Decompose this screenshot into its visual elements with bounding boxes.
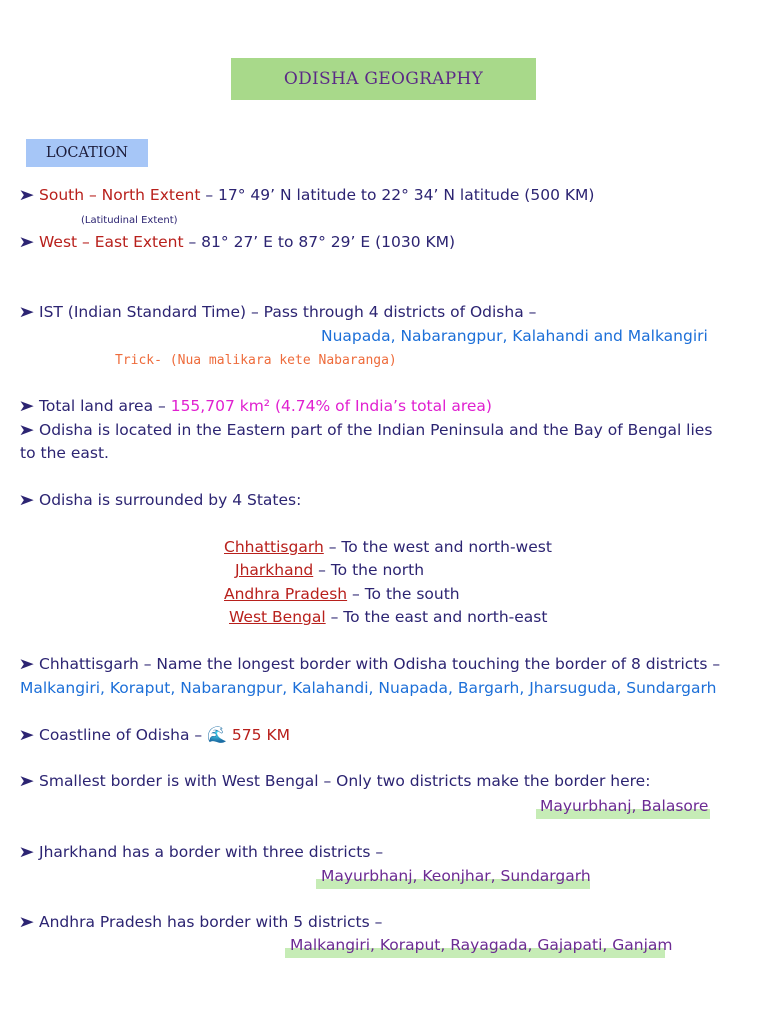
location-line	[20, 421, 712, 439]
arrow-bullet-icon: ➤	[18, 186, 35, 204]
arrow-bullet-icon: ➤	[18, 491, 35, 509]
arrow-bullet-icon: ➤	[18, 772, 35, 790]
state-row	[224, 585, 460, 603]
location-text-2: to the east.	[20, 444, 109, 462]
surrounded-text: Odisha is surrounded by 4 States:	[39, 491, 302, 509]
arrow-bullet-icon: ➤	[18, 655, 35, 673]
arrow-bullet-icon: ➤	[18, 397, 35, 415]
coastline-text: Coastline of Odisha –	[39, 726, 208, 744]
extent-west-east	[20, 233, 455, 251]
wave-icon: 🌊	[207, 725, 227, 744]
andhra-line	[20, 913, 382, 931]
extent-south-north	[20, 186, 594, 204]
west-bengal-districts: Mayurbhanj, Balasore	[540, 797, 709, 815]
state-name: Andhra Pradesh	[224, 585, 348, 603]
state-desc: – To the east and north-east	[325, 608, 548, 626]
ist-trick: Trick- (Nua malikara kete Nabaranga)	[115, 353, 397, 368]
land-area-line	[20, 397, 492, 415]
west-bengal-line	[20, 772, 650, 790]
andhra-districts: Malkangiri, Koraput, Rayagada, Gajapati, Ganjam	[290, 936, 673, 954]
page-title: ODISHA GEOGRAPHY	[231, 58, 536, 100]
jharkhand-text: Jharkhand has a border with three districts –	[39, 843, 384, 861]
state-row	[229, 608, 547, 626]
location-text-1: Odisha is located in the Eastern part of the Indian Peninsula and the Bay of Bengal lies	[39, 421, 713, 439]
latitudinal-note: (Latitudinal Extent)	[81, 215, 178, 226]
ist-districts: Nuapada, Nabarangpur, Kalahandi and Malkangiri	[321, 327, 708, 345]
land-area-value: 155,707 km² (4.74% of India’s total area)	[170, 397, 492, 415]
state-desc: – To the north	[313, 561, 425, 579]
coastline-line	[20, 725, 290, 744]
extent-label: South – North Extent	[39, 186, 201, 204]
state-desc: – To the west and north-west	[323, 538, 552, 556]
arrow-bullet-icon: ➤	[18, 421, 35, 439]
surrounded-line	[20, 491, 301, 509]
state-row	[235, 561, 424, 579]
arrow-bullet-icon: ➤	[18, 913, 35, 931]
state-name: West Bengal	[229, 608, 326, 626]
arrow-bullet-icon: ➤	[18, 303, 35, 321]
state-row	[224, 538, 552, 556]
arrow-bullet-icon: ➤	[18, 726, 35, 744]
andhra-text: Andhra Pradesh has border with 5 districts –	[39, 913, 383, 931]
jharkhand-districts: Mayurbhanj, Keonjhar, Sundargarh	[321, 867, 591, 885]
ist-line	[20, 303, 536, 321]
arrow-bullet-icon: ➤	[18, 843, 35, 861]
coastline-value: 575 KM	[227, 726, 290, 744]
land-area-text: Total land area –	[39, 397, 171, 415]
chhattisgarh-line	[20, 655, 720, 673]
state-name: Jharkhand	[235, 561, 314, 579]
ist-text: IST (Indian Standard Time) – Pass through 4 districts of Odisha –	[39, 303, 537, 321]
section-heading-location: LOCATION	[26, 139, 148, 167]
arrow-bullet-icon: ➤	[18, 233, 35, 251]
chhattisgarh-text: Chhattisgarh – Name the longest border with Odisha touching the border of 8 districts –	[39, 655, 721, 673]
extent-value: – 17° 49’ N latitude to 22° 34’ N latitude (500 KM)	[200, 186, 595, 204]
chhattisgarh-districts: Malkangiri, Koraput, Nabarangpur, Kalahandi, Nuapada, Bargarh, Jharsuguda, Sundargarh	[20, 679, 717, 697]
extent-label: West – East Extent	[39, 233, 184, 251]
west-bengal-text: Smallest border is with West Bengal – Only two districts make the border here:	[39, 772, 651, 790]
state-desc: – To the south	[347, 585, 460, 603]
jharkhand-line	[20, 843, 383, 861]
state-name: Chhattisgarh	[224, 538, 324, 556]
extent-value: – 81° 27’ E to 87° 29’ E (1030 KM)	[183, 233, 456, 251]
